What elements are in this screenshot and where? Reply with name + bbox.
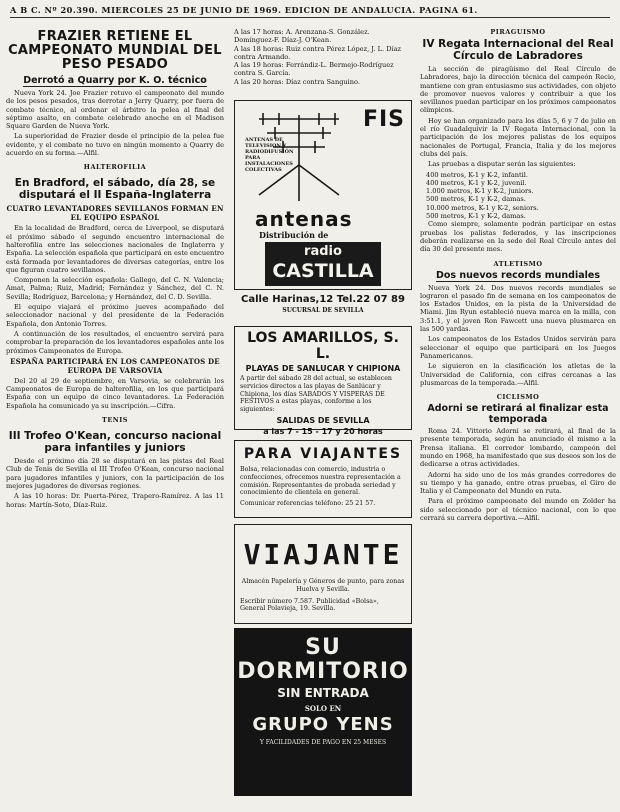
ciclismo-paragraph: Roma 24. Vittorio Adorni se retirará, al final de la presente temporada, según ha anunciado él mismo a la Prensa italiana. El corredor lombardo, campeón del mundo en 1968, ha manifestado que sus deseos son los de dedicarse a otras actividades. xyxy=(420,427,616,469)
halterofilia-paragraph: En la localidad de Bradford, cerca de Liverpool, se disputará el próximo sábado el segundo encuentro internacional de halterofilia entre las selecciones nacionales de Inglaterra y España. La selección española que participará en este encuentro está formada por levantadores de diversas categorías, entre los que figuran cuatro sevillanos. xyxy=(6,224,224,274)
list-item: 500 metros, K-1 y K-2, damas. xyxy=(426,212,526,221)
ciclismo-headline: Adorni se retirará al finalizar esta temporada xyxy=(427,403,609,426)
tenis-headline: III Trofeo O'Kean, concurso nacional para infantiles y juniors xyxy=(8,430,222,455)
dormitorio-line1: SU DORMITORIO xyxy=(237,635,409,684)
sucursal: SUCURSAL DE SEVILLA xyxy=(282,307,364,314)
piraguismo-paragraph: Hoy se han organizado para los días 5, 6 y 7 de julio en el río Guadalquivir la IV Regata Internacional, con la participación de los mejores palistas de los equipos nacionales de Portugal, Francia, Italia y de los mejores clubs del país. xyxy=(420,116,616,158)
amarillos-name: LOS AMARILLOS, S. L. xyxy=(247,330,399,362)
ad-amarillos xyxy=(234,326,412,436)
dormitorio-line5: Y FACILIDADES DE PAGO EN 25 MESES xyxy=(259,739,387,746)
atletismo-paragraph: Los campeonatos de los Estados Unidos servirán para seleccionar el equipo que participará en los Juegos Panamericanos. xyxy=(420,335,616,360)
ad-small-text: ANTENAS DE TELEVISION Y RADIODIFUSIÓN PARA INSTALACIONES COLECTIVAS xyxy=(245,137,294,173)
address: Calle Harinas,12 Tel.22 07 89 xyxy=(241,294,405,305)
frazier-paragraph: Nueva York 24. Joe Frazier retuvo el campeonato del mundo de los pesos pesados, tras derrotar a Jerry Quarry, por fuera de combate técnico, al ordenar el árbitro la pelea al final del séptimo asalto, en combate celebrado anoche en el Madison Square Garden de Nueva York. xyxy=(6,89,224,131)
section-label: PIRAGUISMO xyxy=(490,28,546,36)
tenis-paragraph: A las 10 horas: Dr. Puerta-Pérez, Trapero-Ramírez. A las 11 horas: Martín-Soto, Díaz-Ruiz. xyxy=(6,492,224,509)
amarillos-playas: PLAYAS DE SANLUCAR Y CHIPIONA xyxy=(245,364,401,373)
espana-subhead: ESPAÑA PARTICIPARÁ EN LOS CAMPEONATOS DE EUROPA DE VARSOVIA xyxy=(10,356,220,375)
viajantes-contact: Comunicar referencias teléfono: 25 21 57. xyxy=(240,500,376,508)
viajante-text: Almacén Papelería y Géneros de punto, para zonas Huelva y Sevilla. xyxy=(241,578,405,593)
column-left xyxy=(6,28,224,808)
ad-dormitorio xyxy=(234,628,412,796)
list-item: 400 metros, K-1 y K-2, juvenil. xyxy=(426,178,527,187)
frazier-headline: FRAZIER RETIENE EL CAMPEONATO MUNDIAL DEL PESO PESADO xyxy=(8,29,222,72)
list-item: 10.000 metros, K-1 y K-2, seniors. xyxy=(426,203,539,212)
piraguismo-paragraph: Como siempre, solamente podrán participar en estas pruebas los palistas federados, y las inscripciones deberán realizarse en la sede del Real Círculo antes del día 30 del presente mes. xyxy=(420,220,616,254)
espana-paragraph: Del 20 al 29 de septiembre, en Varsovia, se celebrarán los Campeonatos de Europa de halterofilia, en los que participará España con un equipo de cinco levantadores. La Federación Española ha comunicado ya su inscripción.—Cifra. xyxy=(6,376,224,410)
ad-antenas xyxy=(234,100,412,290)
column-middle-schedule xyxy=(234,28,410,96)
ad-viajante xyxy=(234,524,412,624)
amarillos-salidas: SALIDAS DE SEVILLA xyxy=(276,415,370,425)
schedule-item: A las 20 horas: Díaz contra Sanguino. xyxy=(234,77,360,86)
halterofilia-paragraph: El equipo viajará el próximo jueves acompañado del seleccionador nacional y del presidente de la Federación Española, don Antonio Torres. xyxy=(6,303,224,328)
tenis-paragraph: Desde el próximo día 28 se disputará en las pistas del Real Club de Tenis de Sevilla el III Trofeo O'Kean, concurso nacional para jugadores infantiles y juniors, con la participación de los mejores jugadores de diversas regiones. xyxy=(6,457,224,490)
ad-para-viajantes xyxy=(234,440,412,518)
ciclismo-paragraph: Adorni ha sido uno de los más grandes corredores de su tiempo y ha ganado, entre otras pruebas, el Giro de Italia y el Campeonato del Mundo en ruta. xyxy=(420,470,616,496)
list-item: 400 metros, K-1 y K-2, infantil. xyxy=(426,170,528,179)
viajantes-text: Bolsa, relacionadas con comercio, industria o confecciones, ofrecemos nuestra representación a comisión. Representantes de probada seriedad y conocimiento de clientela en general. xyxy=(240,466,401,497)
castilla-label: CASTILLA xyxy=(272,260,374,282)
radio-label: radio xyxy=(304,244,342,259)
piraguismo-paragraph: La sección de piragüismo del Real Círculo de Labradores, bajo la dirección técnica del campeón Recio, mantiene con gran entusiasmo sus actividades, con objeto de promover nuevos valores y contribuir a que los sevillanos puedan participar en los próximos campeonatos olímpicos. xyxy=(420,65,616,115)
dormitorio-line3: SOLO EN xyxy=(304,704,342,713)
frazier-subhead-text: Derrotó a Quarry por K. O. técnico xyxy=(23,75,207,86)
halterofilia-paragraph: Componen la selección española: Gallego, del C. N. Valencia; Amat, Palma; Ruiz, Madrid; Fernández y Sánchez, del C. N. Sevilla; Rodríguez, Barcelona; y Hernández, del C. D. Sevilla. xyxy=(6,276,224,301)
amarillos-text: A partir del sábado 28 del actual, se establecen servicios directos a las playas de Sanlúcar y Chipiona, los días SABADOS Y VISPERAS DE FESTIVOS a estas playas, conforme a los siguientes: xyxy=(240,375,392,414)
halterofilia-paragraph: A continuación de los resultados, el encuentro servirá para comprobar la preparación de los levantadores españoles ante los próximos Campeonatos de Europa. xyxy=(6,329,224,355)
ad-distribution: Distribución de xyxy=(259,230,329,240)
ad-brand: FIS xyxy=(362,107,405,132)
amarillos-horas: a las 7 - 15 - 17 y 20 horas xyxy=(263,426,383,436)
dormitorio-line4: GRUPO YENS xyxy=(252,714,394,735)
list-item: 1.000 metros, K-1 y K-2, juniors. xyxy=(426,187,534,196)
ad-title: antenas xyxy=(255,207,353,231)
piraguismo-list xyxy=(426,171,616,221)
atletismo-paragraph: Le siguieron en la clasificación los atletas de la Universidad de California, con cifras cercanas a las plusmarcas de la temporada.—Alfil. xyxy=(420,362,616,387)
ciclismo-paragraph: Para el próximo campeonato del mundo en Zolder ha sido seleccionado por el técnico nacional, con lo que cerrará su carrera deportiva.—Alfil. xyxy=(420,497,616,523)
schedule-item: A las 19 horas: Ferrándiz-L. Bermejo-Rodríguez contra S. García. xyxy=(234,61,394,78)
piraguismo-paragraph: Las pruebas a disputar serán las siguientes: xyxy=(428,160,576,169)
dormitorio-line2: SIN ENTRADA xyxy=(277,686,369,700)
atletismo-headline xyxy=(420,270,616,282)
schedule-item: A las 17 horas: A. Arenzana-S. González. Domínguez-F. Díaz-J. O'Kean. xyxy=(234,28,370,45)
section-label: TENIS xyxy=(102,416,128,425)
halterofilia-subhead: CUATRO LEVANTADORES SEVILLANOS FORMAN EN EL EQUIPO ESPAÑOL xyxy=(6,204,224,223)
atletismo-paragraph: Nueva York 24. Dos nuevos records mundiales se lograron el pasado fin de semana en los campeonatos de los Estados Unidos, en la pista de la Universidad de Miami. Jim Ryun estableció nueva marca en la milla, con 3:51.1, y el joven Ron Fawcett una nueva plusmarca en las 500 yardas. xyxy=(420,283,616,334)
frazier-subhead xyxy=(6,75,224,87)
ad-antenas-address xyxy=(234,294,412,314)
page-header: A B C. Nº 20.390. MIERCOLES 25 DE JUNIO DE 1969. EDICION DE ANDALUCIA. PAGINA 61. xyxy=(10,5,610,18)
frazier-paragraph: La superioridad de Frazier desde el principio de la pelea fue evidente, y el combate no tuvo en ningún momento a Quarry de acuerdo en su forma.—Alfil. xyxy=(6,132,224,158)
section-label: CICLISMO xyxy=(496,393,540,402)
piraguismo-headline: IV Regata Internacional del Real Círculo de Labradores xyxy=(422,38,614,62)
section-label: ATLETISMO xyxy=(493,259,543,268)
viajantes-title: PARA VIAJANTES xyxy=(243,446,403,462)
list-item: 500 metros, K-1 y K-2, damas. xyxy=(426,195,526,204)
column-right xyxy=(420,28,616,808)
atletismo-headline-text: Dos nuevos records mundiales xyxy=(435,269,600,281)
radio-castilla-box xyxy=(265,242,381,286)
viajante-contact: Escribir número 7.587. Publicidad «Bolsa», General Polavieja, 19. Sevilla. xyxy=(240,597,379,613)
viajante-title: VIAJANTE xyxy=(243,538,403,571)
halterofilia-headline: En Bradford, el sábado, día 28, se disputará el II España-Inglaterra xyxy=(14,177,216,202)
section-label: HALTEROFILIA xyxy=(83,163,147,172)
schedule-item: A las 18 horas: Ruiz contra Pérez López, J. L. Díaz contra Armando. xyxy=(234,44,401,61)
